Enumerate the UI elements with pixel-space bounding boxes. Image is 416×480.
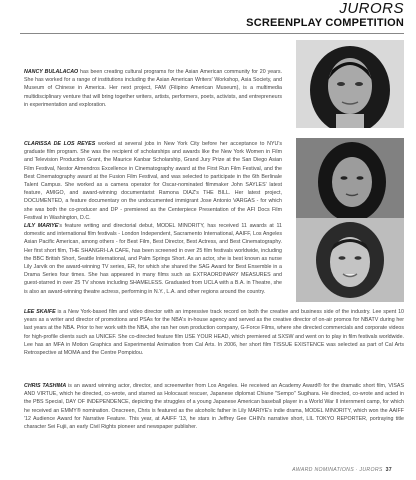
juror-bio-bulalacao [24, 68, 282, 109]
juror-bio-skaife [24, 308, 404, 357]
juror-photo-delosreyes [296, 138, 404, 218]
juror-photo-bulalacao [296, 40, 404, 128]
page-title: JURORS [339, 0, 404, 17]
footer-label: AWARD NOMINATIONS · JURORS [292, 467, 383, 473]
juror-bio-delosreyes [24, 140, 282, 296]
juror-bio-tashima [24, 382, 404, 431]
juror-name: LEE SKAIFE [24, 309, 56, 315]
juror-name: LILY MARIYE [24, 223, 59, 230]
juror-name: NANCY BULALACAO [24, 69, 79, 75]
section-subtitle: SCREENPLAY COMPETITION [246, 17, 404, 29]
header-divider [20, 33, 404, 34]
juror-description: is a New York-based film and video director with an impressive track record on both the creative and business side of the industry. Lee spent 10 years as a writer and director of promotions and PSAs for the NBA's in-house agency and served as the creative director of on-air promos for NBATV during her last years at the NBA. Prior to her work with the NBA, she ran her own production company, G-Force Films, where she directed commercials and corporate videos for high-profile clients such as UNICEF. She co-directed feature film USE YOUR HEAD, which premiered at SXSW and went on to play in film festivals worldwide. Lee has an MFA in Motion Graphics and Experimental Animation from Cal Arts. In 2006, her short film TISSUE EXISTENCE was selected as part of Cal Arts Retrospective at MOMA and the Centre Pompidou. [24, 309, 404, 357]
juror-photo-mariye [296, 218, 404, 302]
page-footer [292, 467, 392, 473]
juror-name: CLARISSA DE LOS REYES [24, 141, 96, 147]
juror-description: 's feature writing and directorial debut, MODEL MINORITY, has received 11 awards at 11 domestic and international film festivals - London Independent, Sacramento International, AAIFF, Los Angeles Asian Pacific American, among others - for Best Film, Best Director, Best Actress, and Best Cinematography. Her first short film, THE SHANGRI-LA CAFE, has been screened in over 25 film festivals worldwide, including the BBC British Short, Seattle International, and Palm Springs Short. As an actor, she is best known as nurse Lily Jarvik on the award-winning TV series, ER, for which she shared the SAG Award for Best Ensemble in a Drama Series four times. She has appeared in many films such as EXTRAORDINARY MEASURES and guest-starred in over 25 TV shows including SHAMELESS. Graduated from UCLA with a B.A. in Theatre, she is also an award-winning theatre actress, performing in N.Y., L.A. and other regions around the country. [24, 223, 282, 295]
juror-description: worked at several jobs in New York City before her acceptance to NYU's graduate film program. She was the recipient of scholarships and awards like the New York Women in Film and Television Production Grant, the Maurice Kanbar Scholarship, Grand Jury Prize at the San Diego Asian Film Festival, Nestor Almendros Excellence in Cinematography award at the First Run Film Festival, and the Best Cinematography award at the Fusion Film Festival, and was selected to participate in the 6th Berlinale Talent Campus. She worked as a camera operator for Oscar-nominated filmmaker John SAYLES' latest feature, AMIGO, and award-winning documentarist Ramona DIAZ's THE BILL. Her latest project, DOCUMENTED, a feature documentary on the undocumented immigrant Jose Antonio VARGAS - for which she was both the co-producer and DP - premiered as the Centerpiece Presentation of the AFI Docs Film Festival in Washington, D.C. [24, 141, 282, 221]
page-number: 37 [385, 467, 392, 473]
juror-description: has been creating cultural programs for the Asian American community for 20 years. She has worked for a range of institutions including the Asian American Writers' Workshop, Asia Society, and Museum of Chinese in America. Her next project, FAM (Filipino American Museum), is a multimedia multidisciplinary venture that will bring together writers, artists, performers, poets, activists, and entrepreneurs in experimentation and exploration. [24, 69, 282, 108]
juror-name: CHRIS TASHIMA [24, 383, 67, 389]
juror-description: is an award winning actor, director, and screenwriter from Los Angeles. He received an Academy Award® for the dramatic short film, VISAS AND VIRTUE, which he directed, co-wrote, and starred as Holocaust rescuer, Japanese diplomat Chiune "Sempo" Sugihara. He directed, co-wrote and acted in the PBS Special, DAY OF INDEPENDENCE, depicting the struggles of a young Japanese American baseball player in a World War II internment camp, for which he received an EMMY® nomination. Onscreen, Chris is featured as the alcoholic father in Lily MARIYE's indie drama, MODEL MINORITY, which won the AAIFF '12 Audience Award for Narrative Feature. This year, at AAIFF '13, he stars in Jeffrey Gee CHIN's narrative short, LIL TOKYO REPORTER, portraying title character Sei Fujii, an early Civil Rights pioneer and newspaper publisher. [24, 383, 404, 431]
